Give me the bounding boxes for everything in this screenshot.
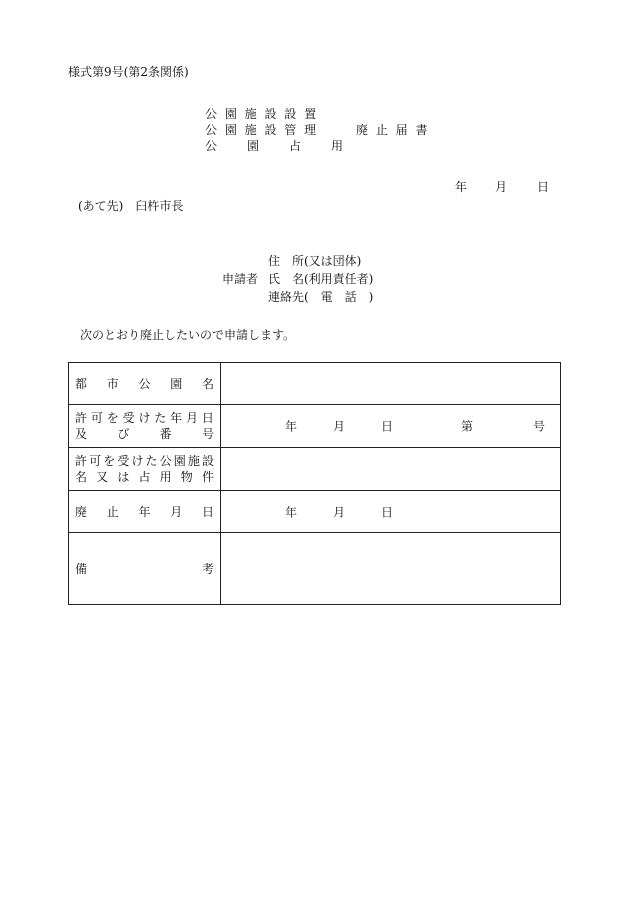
label-char: を <box>103 454 116 468</box>
facility-name-value[interactable] <box>221 448 561 491</box>
facility-name-label <box>69 448 221 491</box>
label-text <box>75 453 214 469</box>
label-char: 名 <box>75 470 88 484</box>
label-char: は <box>117 470 130 484</box>
abolish-date-value[interactable] <box>221 491 561 533</box>
label-char: 年 <box>170 411 183 425</box>
applicant-contact: 連絡先( 電 話 ) <box>268 290 374 304</box>
label-char: 考 <box>201 562 214 576</box>
label-char: 備 <box>75 562 88 576</box>
label-text <box>75 560 214 577</box>
permit-date-number-value[interactable] <box>221 405 561 448</box>
label-char: び <box>117 427 130 441</box>
form-table <box>68 362 561 605</box>
label-char: 園 <box>170 377 183 391</box>
abolish-day: 日 <box>381 505 394 519</box>
label-char: 件 <box>201 470 214 484</box>
addressee: (あて先) 臼杵市長 <box>78 199 184 213</box>
permit-go: 号 <box>533 419 546 434</box>
label-char: 可 <box>90 411 103 425</box>
permit-dai: 第 <box>461 419 474 434</box>
title-suffix: 廃 止 届 書 <box>356 123 430 137</box>
table-row <box>69 491 561 533</box>
label-char: 号 <box>201 427 214 441</box>
label-char: 番 <box>159 427 172 441</box>
label-char: け <box>138 411 151 425</box>
title-line-1: 公 園 施 設 設 置 <box>205 107 319 121</box>
label-text <box>75 375 214 392</box>
label-char: け <box>131 454 144 468</box>
table-row <box>69 448 561 491</box>
permit-year: 年 <box>285 419 298 434</box>
label-char: 止 <box>106 505 119 519</box>
label-char: 廃 <box>75 505 88 519</box>
label-char: 設 <box>201 454 214 468</box>
title-line-2: 公 園 施 設 管 理 <box>205 123 319 137</box>
abolish-month: 月 <box>333 505 346 519</box>
label-text <box>75 410 214 426</box>
label-char: 又 <box>96 470 109 484</box>
applicant-name: 氏 名(利用責任者) <box>268 272 374 286</box>
label-char: 年 <box>138 505 151 519</box>
intro-text: 次のとおり廃止したいので申請します。 <box>80 328 296 342</box>
abolish-date-label <box>69 491 221 533</box>
date-day: 日 <box>537 180 550 194</box>
label-char: 施 <box>187 454 200 468</box>
applicant-label: 申請者 <box>222 272 259 286</box>
park-name-label <box>69 363 221 405</box>
label-char: 受 <box>122 411 135 425</box>
date-month: 月 <box>495 180 508 194</box>
table-row <box>69 405 561 448</box>
label-char: 占 <box>138 470 151 484</box>
label-char: 可 <box>89 454 102 468</box>
label-char: 名 <box>201 377 214 391</box>
label-char: 園 <box>173 454 186 468</box>
label-char: 月 <box>186 411 199 425</box>
park-name-value[interactable] <box>221 363 561 405</box>
form-number: 様式第9号(第2条関係) <box>68 65 189 79</box>
permit-month: 月 <box>333 419 346 434</box>
permit-day: 日 <box>381 419 394 434</box>
label-char: 都 <box>75 377 88 391</box>
label-text <box>75 469 214 485</box>
title-line-3: 公 園 占 用 <box>205 139 346 153</box>
label-char: 日 <box>201 505 214 519</box>
remarks-label <box>69 533 221 605</box>
label-char: 日 <box>201 411 214 425</box>
label-char: 及 <box>75 427 88 441</box>
table-row <box>69 533 561 605</box>
date-year: 年 <box>455 180 468 194</box>
label-char: 公 <box>159 454 172 468</box>
label-char: を <box>106 411 119 425</box>
label-text <box>75 503 214 520</box>
label-char: た <box>145 454 158 468</box>
applicant-address: 住 所(又は団体) <box>268 254 362 268</box>
label-char: 受 <box>117 454 130 468</box>
submission-date <box>455 181 549 193</box>
label-char: 物 <box>180 470 193 484</box>
remarks-value[interactable] <box>221 533 561 605</box>
label-char: た <box>154 411 167 425</box>
abolish-year: 年 <box>285 505 298 519</box>
table-row <box>69 363 561 405</box>
permit-date-number-label <box>69 405 221 448</box>
label-char: 公 <box>138 377 151 391</box>
label-text <box>75 426 214 442</box>
label-char: 許 <box>75 411 88 425</box>
label-char: 市 <box>106 377 119 391</box>
label-char: 許 <box>75 454 88 468</box>
label-char: 月 <box>170 505 183 519</box>
label-char: 用 <box>159 470 172 484</box>
